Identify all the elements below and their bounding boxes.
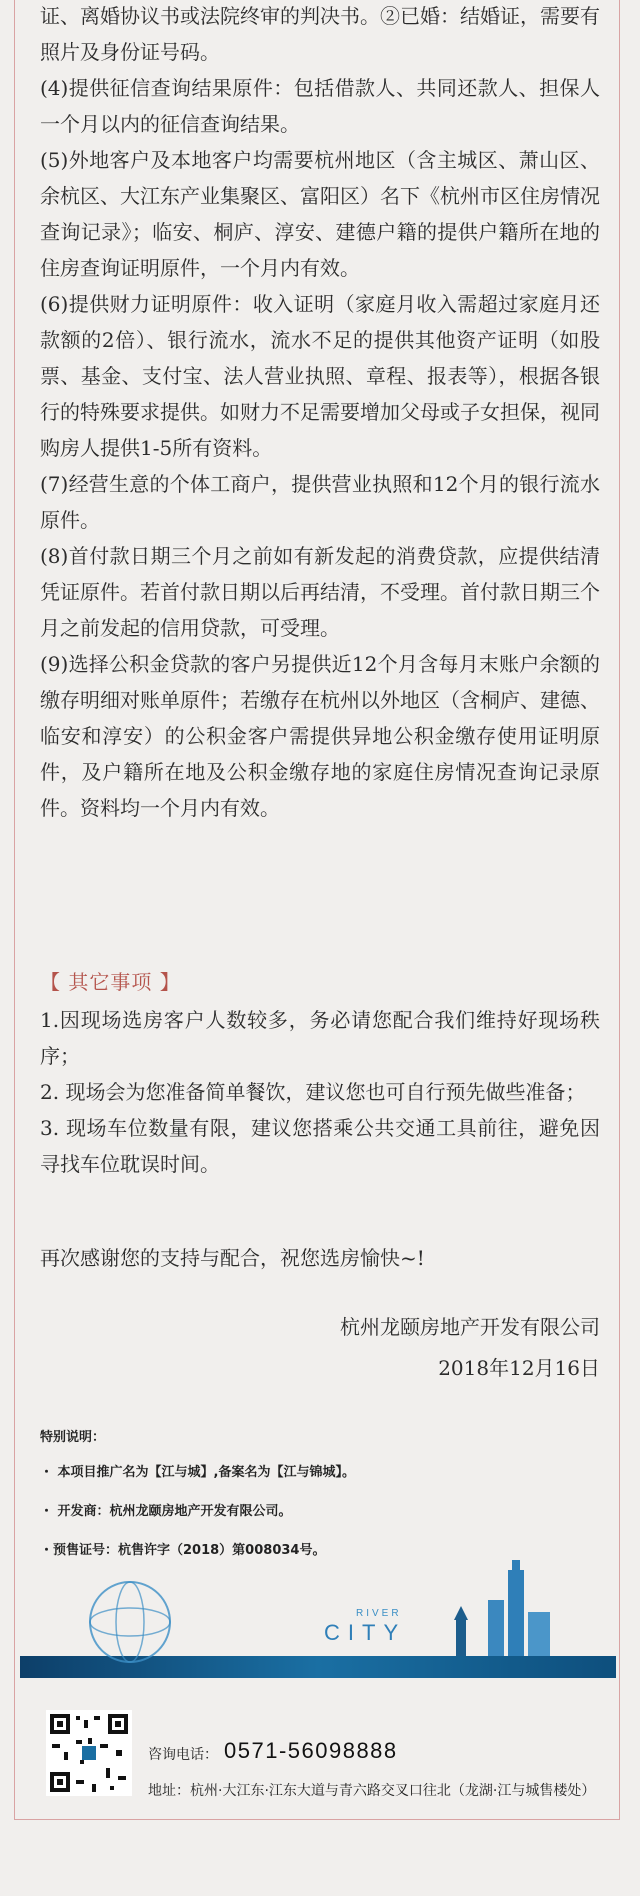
note-item: ・预售证号：杭售许字（2018）第008034号。 [40, 1543, 326, 1558]
phone-label: 咨询电话： [148, 1747, 218, 1763]
other-item: 2. 现场会为您准备简单餐饮，建议您也可自行预先做些准备； [40, 1080, 586, 1104]
requirement-item: (8)首付款日期三个月之前如有新发起的消费贷款，应提供结清凭证原件。若首付款日期以后再结清，不受理。首付款日期三个月之前发起的信用贷款，可受理。 [40, 544, 600, 640]
phone-number[interactable]: 0571-56098888 [224, 1738, 398, 1763]
other-matters-title: 【 其它事项 】 [40, 970, 181, 994]
river-city-banner [20, 1560, 616, 1680]
requirement-item: (4)提供征信查询结果原件：包括借款人、共同还款人、担保人一个月以内的征信查询结果。 [40, 76, 600, 136]
requirement-item: (9)选择公积金贷款的客户另提供近12个月含每月末账户余额的缴存明细对账单原件；若缴存在杭州以外地区（含桐庐、建德、临安和淳安）的公积金客户需提供异地公积金缴存使用证明原件，及户籍所在地及公积金缴存地的家庭住房情况查询记录原件。资料均一个月内有效。 [40, 652, 600, 820]
requirement-item: (6)提供财力证明原件：收入证明（家庭月收入需超过家庭月还款额的2倍）、银行流水，流水不足的提供其他资产证明（如股票、基金、支付宝、法人营业执照、章程、报表等），根据各银行的特殊要求提供。如财力不足需要增加父母或子女担保，视同购房人提供1-5所有资料。 [40, 292, 600, 460]
banner-river-text: RIVER [356, 1608, 402, 1619]
banner-city-text: CITY [324, 1620, 407, 1645]
requirement-item: 证、离婚协议书或法院终审的判决书。②已婚：结婚证，需要有照片及身份证号码。 [40, 4, 600, 64]
other-item: 1.因现场选房客户人数较多，务必请您配合我们维持好现场秩序； [40, 1008, 600, 1068]
thanks-text: 再次感谢您的支持与配合，祝您选房愉快~! [40, 1246, 425, 1270]
note-item: ・ 本项目推广名为【江与城】,备案名为【江与锦城】。 [40, 1465, 355, 1480]
qr-code [46, 1710, 132, 1796]
banner-illustration [20, 1560, 616, 1680]
requirement-item: (5)外地客户及本地客户均需要杭州地区（含主城区、萧山区、余杭区、大江东产业集聚区、富阳区）名下《杭州市区住房情况查询记录》；临安、桐庐、淳安、建德户籍的提供户籍所在地的住房查询证明原件，一个月内有效。 [40, 148, 600, 280]
other-matters-list [40, 1002, 600, 1182]
address-text: 地址：杭州·大江东·江东大道与青六路交叉口往北（龙湖·江与城售楼处） [148, 1783, 596, 1799]
special-notes [40, 1426, 355, 1578]
note-item: ・ 开发商：杭州龙颐房地产开发有限公司。 [40, 1504, 292, 1519]
qr-code-graphic [46, 1710, 132, 1796]
contact-block [40, 1700, 600, 1800]
requirement-item: (7)经营生意的个体工商户，提供营业执照和12个月的银行流水原件。 [40, 472, 600, 532]
date-text: 2018年12月16日 [438, 1356, 600, 1380]
notes-title: 特别说明： [40, 1430, 106, 1445]
other-item: 3. 现场车位数量有限，建议您搭乘公共交通工具前往，避免因寻找车位耽误时间。 [40, 1116, 600, 1176]
company-name: 杭州龙颐房地产开发有限公司 [340, 1315, 600, 1339]
